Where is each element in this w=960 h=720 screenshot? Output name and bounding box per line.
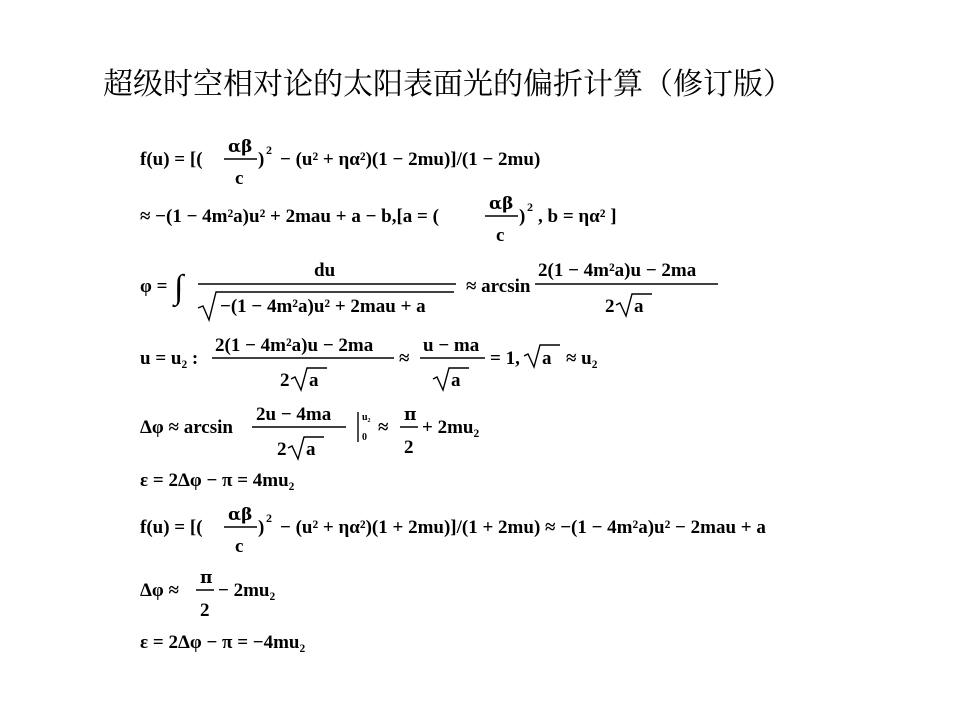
eq1-rhs: − (u² + ηα²)(1 − 2mu)]/(1 − 2mu) <box>280 149 541 170</box>
equation-2 <box>140 192 940 250</box>
eq4-lhs: u = u₂ : <box>140 348 199 369</box>
eq2-exponent: 2 <box>527 200 533 214</box>
eq2-frac-denominator: c <box>496 225 505 246</box>
equation-6-svg <box>140 464 940 498</box>
equation-9-svg <box>140 624 940 658</box>
equation-5-svg <box>140 398 940 462</box>
equation-7 <box>140 500 940 558</box>
eq2-rhs: , b = ηα² ] <box>538 206 617 227</box>
eq7-exponent: 2 <box>266 511 272 525</box>
eq3-frac-denominator: −(1 − 4m²a)u² + 2mau + a <box>220 296 426 317</box>
eq4-frac2-root: a <box>451 370 461 391</box>
eq7-rhs: − (u² + ηα²)(1 + 2mu)]/(1 + 2mu) ≈ −(1 − 4m²a)u² − 2mau + a <box>280 517 766 538</box>
eq3-frac2-root: a <box>634 296 644 317</box>
eq3-frac-numerator: du <box>314 260 336 281</box>
eq5-frac2-denominator: 2 <box>404 437 414 458</box>
eq4-approx: ≈ <box>399 348 410 369</box>
equation-5 <box>140 398 940 462</box>
eq5-approx: ≈ <box>378 417 389 438</box>
eq4-approx-u2: ≈ u₂ <box>566 348 598 369</box>
eq2-close-paren: ) <box>519 206 526 227</box>
eq3-lhs: φ = <box>140 276 168 297</box>
equation-4 <box>140 330 940 394</box>
equation-8-svg <box>140 566 940 620</box>
eq7-close-paren: ) <box>258 517 265 538</box>
equation-8 <box>140 566 940 620</box>
eq3-frac2-denominator: 2 <box>605 296 615 317</box>
eq4-frac-numerator: 2(1 − 4m²a)u − 2ma <box>215 335 374 356</box>
eq4-frac-denominator: 2 <box>280 370 290 391</box>
equation-3 <box>140 254 940 324</box>
equation-1 <box>140 132 940 190</box>
eq7-frac-denominator: c <box>235 536 244 557</box>
eq5-lower-limit: 0 <box>362 432 367 443</box>
eq1-frac-numerator: αβ <box>228 137 253 157</box>
eq5-upper-limit: u₂ <box>362 412 371 423</box>
eq3-frac2-numerator: 2(1 − 4m²a)u − 2ma <box>538 260 697 281</box>
eq3-approx-arcsin: ≈ arcsin <box>466 276 531 297</box>
eq1-close-paren: ) <box>258 149 265 170</box>
eq5-frac-root: a <box>306 439 316 460</box>
equation-6 <box>140 464 940 498</box>
eq1-lhs: f(u) = [( <box>140 149 203 170</box>
eq9-text: ε = 2Δφ − π = −4mu₂ <box>140 632 306 653</box>
eq2-lhs: ≈ −(1 − 4m²a)u² + 2mau + a − b,[a = ( <box>140 206 439 227</box>
eq5-frac-denominator: 2 <box>277 439 287 460</box>
equation-2-svg <box>140 192 940 250</box>
page-title: 超级时空相对论的太阳表面光的偏折计算（修订版） <box>103 67 793 102</box>
eq4-root3: a <box>542 348 552 369</box>
eq8-lhs: Δφ ≈ <box>140 580 179 601</box>
equation-3-svg <box>140 254 940 324</box>
eq5-frac-numerator: 2u − 4ma <box>256 404 332 425</box>
eq7-lhs: f(u) = [( <box>140 517 203 538</box>
eq4-frac2-numerator: u − ma <box>423 335 480 356</box>
integral-sign: ∫ <box>174 269 184 306</box>
equation-1-svg <box>140 132 940 190</box>
eq5-lhs: Δφ ≈ arcsin <box>140 417 233 438</box>
eq6-text: ε = 2Δφ − π = 4mu₂ <box>140 470 295 491</box>
eq4-frac-root: a <box>309 370 319 391</box>
eq1-frac-denominator: c <box>235 168 244 189</box>
equation-4-svg <box>140 330 940 394</box>
eq2-frac-numerator: αβ <box>489 194 514 214</box>
eq5-rhs: + 2mu₂ <box>422 417 480 438</box>
eq5-frac2-numerator: π <box>404 405 417 425</box>
eq7-frac-numerator: αβ <box>228 505 253 525</box>
eq8-rhs: − 2mu₂ <box>218 580 276 601</box>
equation-9 <box>140 624 940 658</box>
equation-7-svg <box>140 500 940 558</box>
eq1-exponent: 2 <box>266 143 272 157</box>
eq4-equals-one: = 1, <box>490 348 520 369</box>
eq8-frac-denominator: 2 <box>200 600 210 621</box>
eq8-frac-numerator: π <box>200 568 213 588</box>
